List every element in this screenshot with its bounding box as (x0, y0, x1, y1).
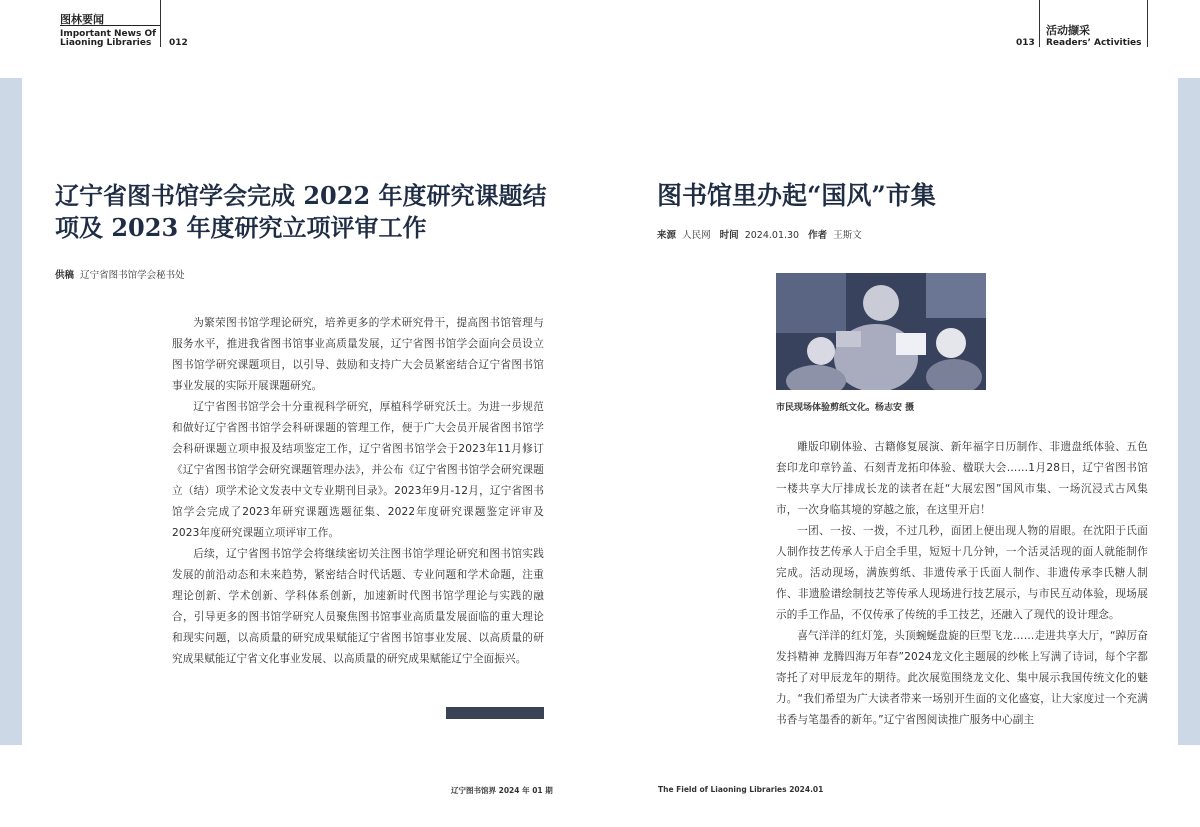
article-photo (776, 273, 986, 390)
right-margin-band (1178, 78, 1200, 745)
left-header-rule (60, 25, 160, 26)
right-footer: The Field of Liaoning Libraries 2024.01 (658, 785, 824, 794)
left-paragraph-2: 辽宁省图书馆学会十分重视科学研究，厚植科学研究沃土。为进一步规范和做好辽宁省图书馆学会科研课题的管理工作，便于广大会员开展省图书馆学会科研课题立项申报及结项鉴定工作，辽宁省图书馆学会于2023年11月修订《辽宁省图书馆学会研究课题管理办法》，并公布《辽宁省图书馆学会研究课题立（结）项学术论文发表中文专业期刊目录》。2023年9月-12月，辽宁省图书馆学会完成了2023年研究课题选题征集、2022年度研究课题鉴定评审及2023年度研究课题立项评审工作。 (172, 401, 544, 539)
left-paragraph-3: 后续，辽宁省图书馆学会将继续密切关注图书馆学理论研究和图书馆实践发展的前沿动态和未来趋势，紧密结合时代话题、专业问题和学术命题，注重理论创新、学术创新、学科体系创新，加速新时代图书馆学理论与实践的融合，引导更多的图书馆学研究人员聚焦图书馆事业高质量发展面临的重大理论和现实问题，以高质量的研究成果赋能辽宁省图书馆事业发展、以高质量的研究成果赋能辽宁省文化事业发展、以高质量的研究成果赋能辽宁全面振兴。 (172, 548, 544, 665)
source-label: 供稿 (55, 270, 75, 281)
time-label: 时间 (719, 230, 739, 241)
left-title-line-2: 项及 2023 年度研究立项评审工作 (55, 213, 427, 242)
left-title-line-1: 辽宁省图书馆学会完成 2022 年度研究课题结 (55, 181, 547, 210)
right-header-edge (1147, 0, 1148, 47)
left-paragraph-1: 为繁荣图书馆学理论研究，培养更多的学术研究骨干，提高图书馆管理与服务水平，推进我省图书馆事业高质量发展，辽宁省图书馆学会面向会员设立图书馆学研究课题项目，以引导、鼓励和支持广大会员紧密结合辽宁省图书馆事业发展的实际开展课题研究。 (172, 317, 544, 392)
source-value: 人民网 (682, 230, 711, 241)
photo-icon (776, 273, 986, 390)
left-page-number: 012 (169, 38, 188, 48)
right-paragraph-2: 一团、一按、一拨，不过几秒，面团上便出现人物的眉眼。在沈阳于氏面人制作技艺传承人于启全手里，短短十几分钟，一个活灵活现的面人就能制作完成。活动现场，满族剪纸、非遗传承于氏面人制作、非遗传承李氏糖人制作、非遗脸谱绘制技艺等传承人现场进行技艺展示，与市民互动体验，现场展示的手工作品，不仅传承了传统的手工技艺，还融入了现代的设计理念。 (776, 525, 1148, 621)
right-article-meta (657, 227, 862, 241)
right-header-divider (1039, 0, 1040, 47)
photo-caption: 市民现场体验剪纸文化。杨志安 摄 (776, 403, 915, 413)
left-article-title (55, 180, 555, 244)
time-value: 2024.01.30 (744, 230, 800, 241)
right-section-cn: 活动撷采 (1046, 24, 1090, 37)
left-section-en-1: Important News Of (60, 29, 157, 39)
left-section-en-2: Liaoning Libraries (60, 38, 152, 48)
source-value: 辽宁省图书馆学会秘书处 (80, 270, 185, 281)
article-end-bar (446, 707, 544, 719)
right-paragraph-1: 雕版印刷体验、古籍修复展演、新年福字日历制作、非遗盘纸体验、五色套印龙印章钤盖、石刻青龙拓印体验、楹联大会……1月28日，辽宁省图书馆一楼共享大厅排成长龙的读者在赶“大展宏图”国风市集、一场沉浸式古风集市，一次身临其境的穿越之旅，在这里开启！ (776, 441, 1148, 516)
left-margin-band (0, 78, 22, 745)
left-footer: 辽宁图书馆界 2024 年 01 期 (451, 786, 553, 795)
author-label: 作者 (808, 230, 828, 241)
left-header-divider (160, 0, 161, 47)
left-article-source (55, 267, 185, 281)
right-article-body (776, 437, 1148, 731)
author-value: 王斯文 (833, 230, 862, 241)
left-section-cn: 图林要闻 (60, 13, 104, 26)
right-page-number: 013 (1016, 38, 1035, 48)
right-article-title: 图书馆里办起“国风”市集 (657, 181, 936, 210)
source-label: 来源 (657, 230, 677, 241)
right-section-en: Readers’ Activities (1046, 38, 1142, 48)
right-paragraph-3: 喜气洋洋的红灯笼，头顶蜿蜒盘旋的巨型飞龙……走进共享大厅，“踔厉奋发抖精神 龙腾四海万年春”2024龙文化主题展的纱帐上写满了诗词，每个字都寄托了对甲辰龙年的期待。此次展览围绕龙文化、集中展示我国传统文化的魅力。“我们希望为广大读者带来一场别开生面的文化盛宴，让大家度过一个充满书香与笔墨香的新年。”辽宁省图阅读推广服务中心副主 (776, 630, 1148, 726)
left-article-body (172, 313, 544, 670)
